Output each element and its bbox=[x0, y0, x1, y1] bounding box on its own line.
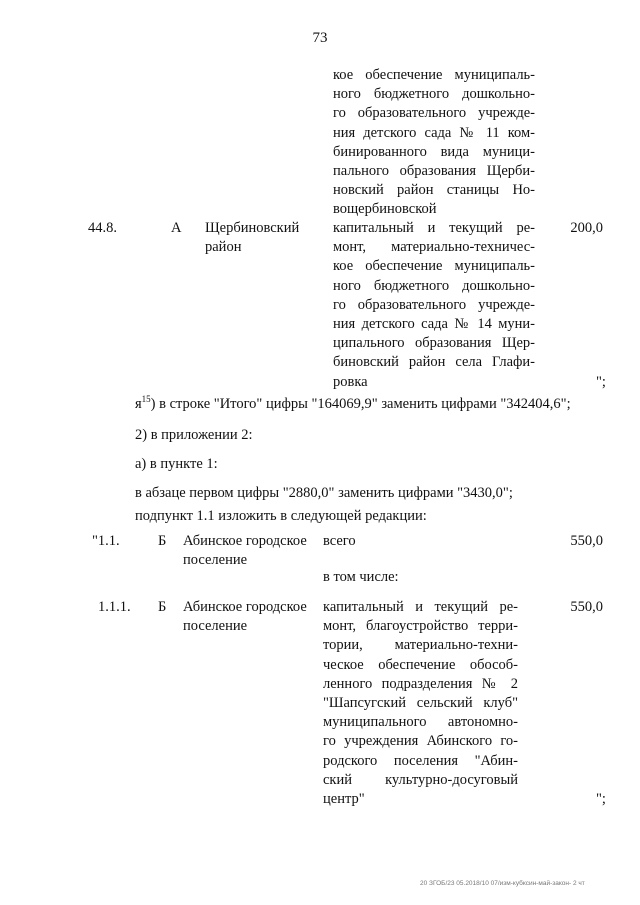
description-line: ципального образования Щер- bbox=[333, 335, 535, 352]
row-closing-quote: "; bbox=[596, 374, 606, 390]
description-line: муниципального автономно- bbox=[323, 714, 518, 731]
paragraph-itogo bbox=[135, 396, 571, 413]
row-description bbox=[323, 598, 518, 809]
description-line: бинированного вида муници- bbox=[333, 143, 535, 160]
description-line: ский культурно-досуговый bbox=[323, 771, 518, 788]
row-number: "1.1. bbox=[92, 533, 120, 549]
description-line: кое обеспечение муниципаль- bbox=[333, 67, 535, 83]
row-amount: 550,0 bbox=[570, 599, 603, 615]
description-line: новский район станицы Но- bbox=[333, 182, 535, 199]
description-line: капитальный и текущий ре- bbox=[333, 220, 535, 236]
footer-file-reference: 20 ЗГОБ/23 05.2018/10 07/изм-кубксин-май-закон- 2 чт bbox=[420, 880, 585, 887]
row-description: всего bbox=[323, 533, 356, 549]
description-line: го образовательного учрежде- bbox=[333, 105, 535, 122]
description-line: родского поселения "Абин- bbox=[323, 752, 518, 769]
paragraph-first-section: в абзаце первом цифры "2880,0" заменить цифрами "3430,0"; bbox=[135, 485, 513, 501]
paragraph-prefix: я bbox=[135, 396, 142, 412]
description-line: вощербиновской bbox=[333, 201, 437, 218]
row-closing-quote: "; bbox=[596, 791, 606, 807]
description-line: ного бюджетного дошкольно- bbox=[333, 86, 535, 103]
paragraph-point-1: а) в пункте 1: bbox=[135, 456, 218, 472]
row-amount: 200,0 bbox=[570, 220, 603, 236]
row-number: 44.8. bbox=[88, 220, 117, 236]
description-line: го учреждения Абинского го- bbox=[323, 733, 518, 750]
paragraph-appendix-2: 2) в приложении 2: bbox=[135, 427, 253, 443]
description-line: ния детского сада № 14 муни- bbox=[333, 316, 535, 333]
paragraph-subpoint: подпункт 1.1 изложить в следующей редакции: bbox=[135, 508, 427, 524]
row-category: Б bbox=[158, 533, 167, 549]
row-area: Абинское городское поселение bbox=[183, 533, 307, 568]
description-line: монт, материально-техничес- bbox=[333, 239, 535, 256]
row-category: Б bbox=[158, 599, 167, 615]
description-line: капитальный и текущий ре- bbox=[323, 599, 518, 615]
page-number: 73 bbox=[312, 30, 328, 46]
paragraph-superscript: 15 bbox=[141, 394, 151, 405]
description-line: монт, благоустройство терри- bbox=[323, 618, 518, 635]
description-line: ния детского сада № 11 ком- bbox=[333, 124, 535, 141]
description-line: тории, материально-техни- bbox=[323, 637, 518, 654]
description-line: кое обеспечение муниципаль- bbox=[333, 258, 535, 275]
row-category: А bbox=[171, 220, 182, 236]
row-amount: 550,0 bbox=[570, 533, 603, 549]
row-sub-description: в том числе: bbox=[323, 569, 399, 585]
description-line: ческое обеспечение обособ- bbox=[323, 656, 518, 673]
row-number: 1.1.1. bbox=[98, 599, 131, 615]
description-line: центр" bbox=[323, 791, 365, 808]
continued-description bbox=[333, 66, 535, 220]
description-line: пального образования Щерби- bbox=[333, 163, 535, 180]
row-area: Щербиновский район bbox=[205, 220, 300, 255]
paragraph-text: ) в строке "Итого" цифры "164069,9" заменить цифрами "342404,6"; bbox=[150, 396, 571, 412]
description-line: биновский район села Глафи- bbox=[333, 354, 535, 371]
description-line: ровка bbox=[333, 373, 368, 390]
description-line: ленного подразделения № 2 bbox=[323, 675, 518, 692]
row-description bbox=[333, 219, 535, 392]
description-line: го образовательного учрежде- bbox=[333, 296, 535, 313]
description-line: "Шапсугский сельский клуб" bbox=[323, 695, 518, 712]
row-area: Абинское городское поселение bbox=[183, 599, 307, 634]
description-line: ного бюджетного дошкольно- bbox=[333, 277, 535, 294]
